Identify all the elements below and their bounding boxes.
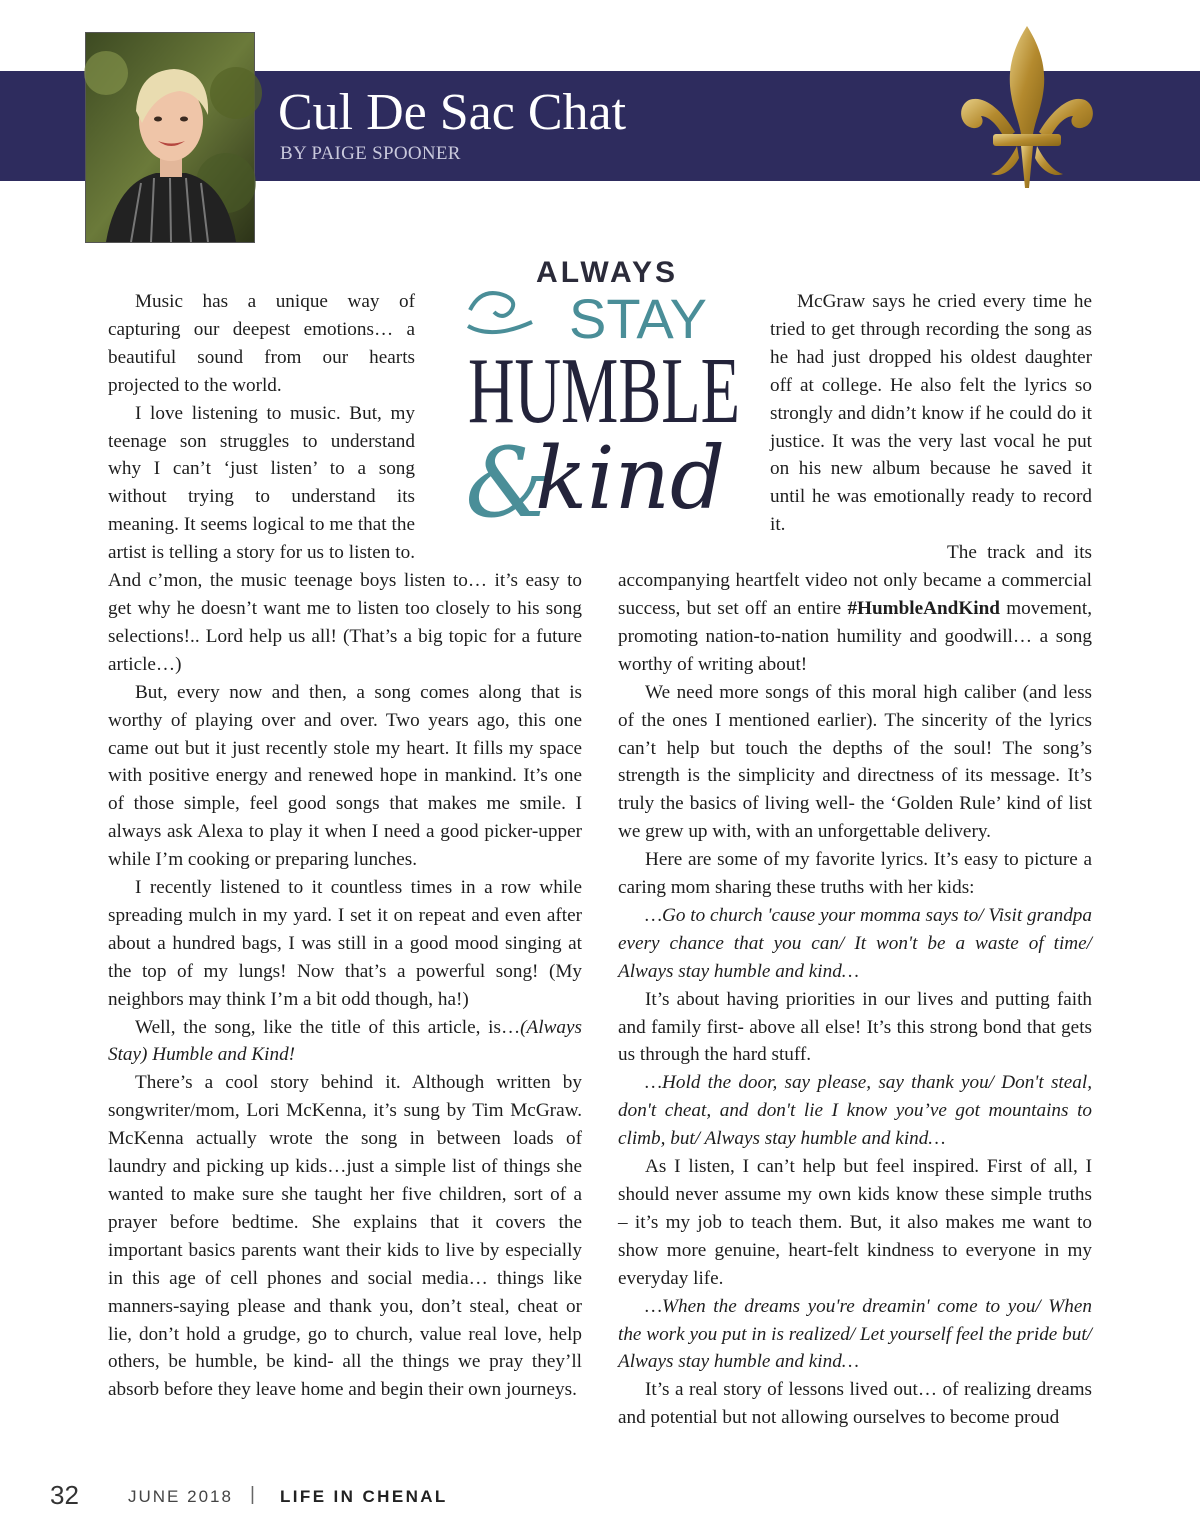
fleur-de-lis-icon <box>955 22 1100 199</box>
paragraph <box>108 1014 582 1070</box>
page-number: 32 <box>50 1480 79 1510</box>
paragraph: McGraw says he cried every time he tried to get through recording the song as he had just dropped his oldest daughter off at college. He also felt the lyrics so strongly and didn’t know if he could do it justice. It was the very last vocal he put on his new album because he saved it until he was emotionally ready to record it. <box>770 291 1092 536</box>
hashtag: #HumbleAndKind <box>847 597 1000 619</box>
byline: BY PAIGE SPOONER <box>280 143 461 164</box>
article-title: Cul De Sac Chat <box>278 84 627 141</box>
column-left <box>108 288 582 1404</box>
paragraph-text: movement, promoting nation-to-nation humility and goodwill… a song worthy of writing about! <box>618 597 1092 675</box>
artwork-spacer <box>618 288 770 552</box>
art-line-stay: STAY <box>569 287 707 350</box>
author-photo <box>86 33 254 242</box>
lyrics-text: …Hold the door, say please, say thank you/ Don't steal, don't cheat, and don't lie I know you’ve got mountains to climb, but/ Always stay humble and kind… <box>618 1072 1092 1150</box>
lyrics-text: …Go to church 'cause your momma says to/ Visit grandpa every chance that you can/ It won't be a waste of time/ Always stay humble and kind… <box>618 904 1092 982</box>
paragraph <box>618 539 1092 679</box>
page-footer <box>50 1480 448 1512</box>
song-title: (Always Stay) Humble and Kind! <box>108 1016 582 1066</box>
paragraph: We need more songs of this moral high caliber (and less of the ones I mentioned earlier). The sincerity of the lyrics can’t help but touch the depths of the soul! The song’s strength is the simplicity and directness of its message. It’s truly the basics of living well- the ‘Golden Rule’ kind of list we grew up with, with an unforgettable delivery. <box>618 681 1092 843</box>
paragraph: It’s a real story of lessons lived out… of realizing dreams and potential but not allowing ourselves to become proud <box>618 1379 1092 1429</box>
magazine-name: LIFE IN CHENAL <box>280 1487 448 1506</box>
art-line-humble: HUMBLE <box>468 339 740 443</box>
paragraph: Music has a unique way of capturing our deepest emotions… a beautiful sound from our hearts projected to the world. <box>108 291 415 396</box>
paragraph-text: Well, the song, like the title of this article, is… <box>135 1016 521 1038</box>
paragraph-text: The track and its accompanying heartfelt video not only became a commercial success, but set off an entire <box>618 542 1092 619</box>
paragraph: I love listening to music. But, my teenage son struggles to understand why I can’t ‘just listen’ to a song without trying to understand its meaning. It seems logical to me that the artist is telling a story for us to listen to. And c’mon, the music teenage boys listen to… it’s easy to get why he doesn’t want me to listen too closely to his song selections!.. Lord help us all! (That’s a big topic for a future article…) <box>108 402 582 675</box>
lyrics-text: …When the dreams you're dreamin' come to you/ When the work you put in is realized/ Let yourself feel the pride but/ Always stay humble and kind… <box>618 1295 1092 1373</box>
lyrics-quote <box>618 902 1092 986</box>
art-line-always: ALWAYS <box>536 256 678 289</box>
paragraph: I recently listened to it countless times in a row while spreading mulch in my yard. I set it on repeat and even after about a hundred bags, I was still in a good mood singing at the top of my lungs! Now that’s a powerful song! (My neighbors may think I’m a bit odd though, ha!) <box>108 877 582 1010</box>
artwork-spacer <box>415 288 582 552</box>
footer-separator: | <box>250 1484 255 1505</box>
paragraph: There’s a cool story behind it. Although written by songwriter/mom, Lori McKenna, it’s sung by Tim McGraw. McKenna actually wrote the song in between loads of laundry and picking up kids…just a simple list of things she wanted to make sure she taught her five children, sort of a prayer before bedtime. She explains that it covers the important basics parents want their kids to live by especially in this age of cell phones and social media… things like manners-saying please and thank you, don’t steal, cheat or lie, don’t hold a grudge, go to church, value real love, help others, be humble, be kind- all the things we pray they’ll absorb before they leave home and begin their own journeys. <box>108 1072 582 1401</box>
column-right <box>618 288 1092 1432</box>
art-line-ampersand: & <box>465 427 551 539</box>
lyrics-quote <box>618 1069 1092 1153</box>
paragraph: Here are some of my favorite lyrics. It’s easy to picture a caring mom sharing these truths with her kids: <box>618 849 1092 899</box>
issue-date: JUNE 2018 <box>128 1487 233 1506</box>
lyrics-quote <box>618 1293 1092 1377</box>
art-line-kind: kind <box>534 429 726 529</box>
paragraph: As I listen, I can’t help but feel inspired. First of all, I should never assume my own kids know these simple truths – it’s my job to teach them. But, it also makes me want to show more genuine, heart-felt kindness to everyone in my everyday life. <box>618 1156 1092 1289</box>
paragraph: It’s about having priorities in our lives and putting faith and family first- above all else! It’s this strong bond that gets us through the hard stuff. <box>618 988 1092 1066</box>
paragraph: But, every now and then, a song comes along that is worthy of playing over and over. Two years ago, this one came out but it just recently stole my heart. It fills my space with positive energy and renewed hope in mankind. It’s one of those simple, feel good songs that makes me smile. I always ask Alexa to play it when I need a good picker-upper while I’m cooking or preparing lunches. <box>108 681 582 871</box>
